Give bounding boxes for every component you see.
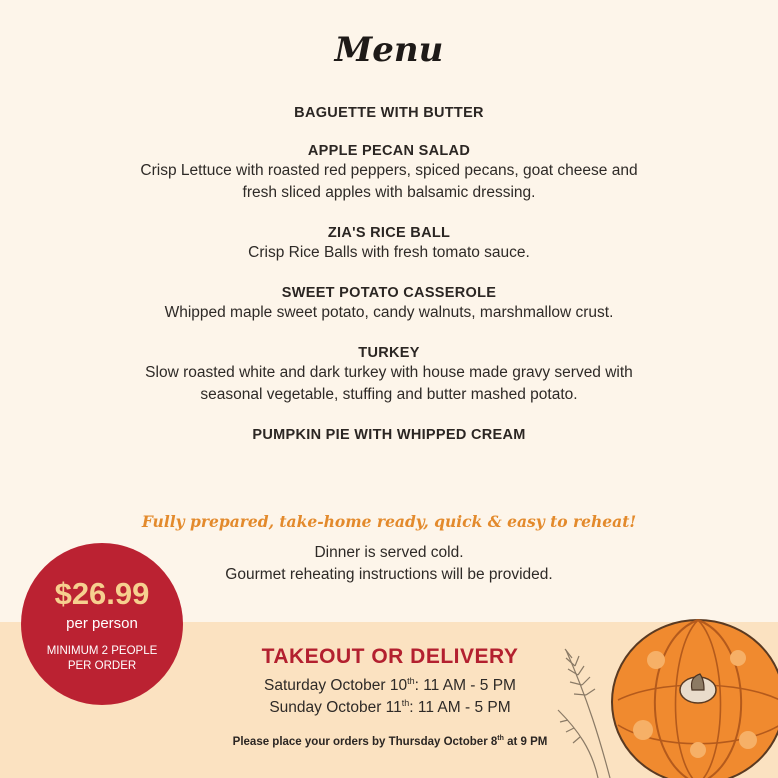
- menu-item: [0, 426, 778, 444]
- hours-day: Sunday October 11: [269, 699, 402, 716]
- menu-item: [0, 284, 778, 324]
- order-deadline-suffix: th: [497, 735, 504, 743]
- price-per-person: per person: [66, 615, 138, 632]
- order-deadline-time: at 9 PM: [503, 736, 548, 748]
- menu-item-name: BAGUETTE WITH BUTTER: [294, 105, 484, 121]
- menu-item-name: ZIA'S RICE BALL: [327, 225, 451, 241]
- order-deadline-text: Please place your orders by Thursday October 8: [232, 736, 498, 748]
- serving-note: Gourmet reheating instructions will be provided.: [225, 566, 553, 583]
- serving-note: Dinner is served cold.: [314, 544, 464, 561]
- menu-title: Menu: [334, 30, 444, 70]
- menu-item: [0, 344, 778, 406]
- minimum-order-note: MINIMUM 2 PEOPLE PER ORDER: [46, 645, 158, 672]
- menu-item-name: SWEET POTATO CASSEROLE: [281, 285, 497, 301]
- pickup-hours: [190, 675, 590, 719]
- hours-day-suffix: th: [401, 697, 410, 708]
- menu-item-description: Slow roasted white and dark turkey with house made gravy served with seasonal vegetable, stuffing and butter mashed potato.: [145, 364, 633, 403]
- menu-item-name: TURKEY: [358, 345, 420, 361]
- hours-time: : 11 AM - 5 PM: [409, 699, 511, 716]
- pumpkin-icon: [612, 620, 778, 778]
- hours-day-suffix: th: [407, 675, 415, 686]
- menu-list: [0, 104, 778, 464]
- menu-item-name: PUMPKIN PIE WITH WHIPPED CREAM: [252, 427, 526, 443]
- pumpkin-illustration: [548, 590, 778, 778]
- price-amount: $26.99: [54, 576, 150, 611]
- hours-line: [190, 697, 590, 719]
- menu-item-description: Crisp Lettuce with roasted red peppers, spiced pecans, goat cheese and fresh sliced apples with balsamic dressing.: [140, 162, 638, 201]
- price-badge: [21, 543, 183, 705]
- menu-item: [0, 104, 778, 122]
- menu-item-description: Whipped maple sweet potato, candy walnuts, marshmallow crust.: [164, 304, 614, 321]
- menu-item-description: Crisp Rice Balls with fresh tomato sauce.: [248, 244, 530, 261]
- menu-item: [0, 224, 778, 264]
- hours-day: Saturday October 10: [264, 677, 408, 694]
- menu-item: [0, 142, 778, 204]
- wheat-stalk-icon: [558, 649, 610, 778]
- menu-item-name: APPLE PECAN SALAD: [307, 143, 471, 159]
- hours-time: : 11 AM - 5 PM: [414, 677, 516, 694]
- hours-line: [190, 675, 590, 697]
- tagline: Fully prepared, take-home ready, quick & easy to reheat!: [141, 512, 637, 531]
- takeout-heading: TAKEOUT OR DELIVERY: [261, 645, 519, 668]
